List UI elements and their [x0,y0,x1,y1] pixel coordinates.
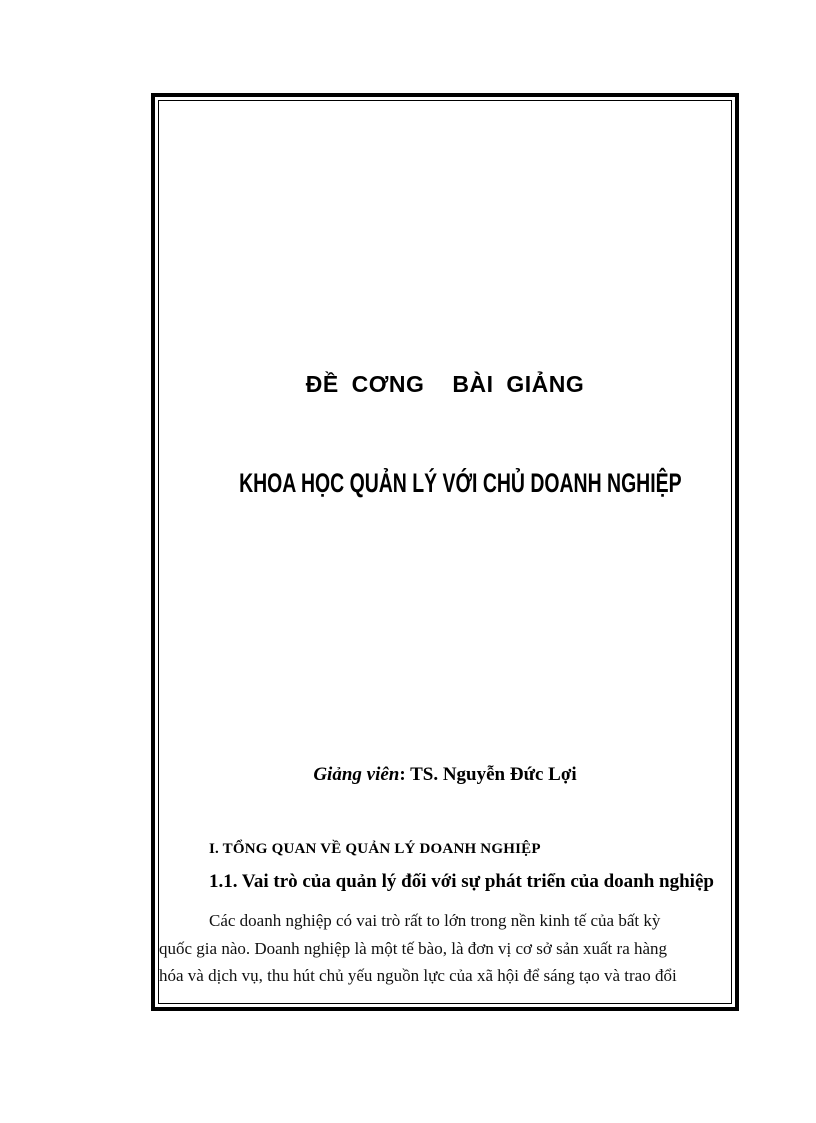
title-part2: BÀI GIẢNG [452,371,585,397]
paragraph-line: hóa và dịch vụ, thu hút chủ yếu nguồn lực của xã hội để sáng tạo và trao đổi [159,966,677,985]
body-paragraph [159,907,731,990]
lecturer-name: : TS. Nguyễn Đức Lợi [399,764,577,785]
paragraph-line: quốc gia nào. Doanh nghiệp là một tế bào, là đơn vị cơ sở sản xuất ra hàng [159,938,668,958]
section-heading: I. TỔNG QUAN VỀ QUẢN LÝ DOANH NGHIỆP [209,841,541,857]
document-title-line1 [159,371,731,398]
paragraph-line: Các doanh nghiệp có vai trò rất to lớn trong nền kinh tế của bất kỳ [209,911,661,930]
document-title-line2: KHOA HỌC QUẢN LÝ VỚI CHỦ DOANH NGHIỆP [239,468,682,498]
lecturer-line [159,764,731,786]
page-border-inner [158,100,732,1004]
lecturer-label: Giảng viên [313,764,400,785]
title-part1: ĐỀ CƠNG [305,371,425,397]
page-border-outer [151,93,739,1011]
subsection-heading: 1.1. Vai trò của quản lý đối với sự phát triển của doanh nghiệp [209,871,714,892]
